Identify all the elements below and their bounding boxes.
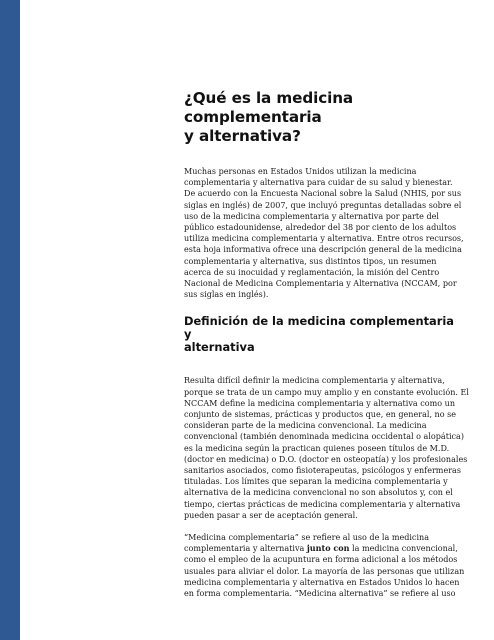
text-line: alternativa de la medicina convencional no son absolutos y, con el [184, 488, 453, 498]
text-line: usuales para aliviar el dolor. La mayoría de las personas que utilizan [184, 566, 465, 576]
page-title-line: y alternativa? [184, 127, 301, 145]
intro-paragraph [184, 166, 464, 300]
text-line: consideran parte de la medicina convencional. La medicina [184, 421, 427, 431]
text-line: tituladas. Los límites que separan la medicina complementaria y [184, 477, 448, 487]
text-line: (doctor en medicina) o D.O. (doctor en osteopatía) y los profesionales [184, 454, 468, 464]
text-line: en forma complementaria. “Medicina alternativa” se refiere al uso [184, 589, 456, 599]
text-line: tiempo, ciertas prácticas de medicina complementaria y alternativa [184, 499, 461, 509]
spacer [184, 300, 460, 315]
page-title-line: ¿Qué es la medicina complementaria [184, 89, 354, 126]
text-line: NCCAM define la medicina complementaria y alternativa como un [184, 398, 456, 408]
text-line: Muchas personas en Estados Unidos utilizan la medicina [184, 167, 417, 176]
page-title [184, 89, 460, 146]
text-line: complementaria y alternativa para cuidar de su salud y bienestar. [184, 178, 453, 188]
text-line: utiliza medicina complementaria y alternativa. Entre otros recursos, [184, 234, 464, 244]
text-run: la medicina convencional, [349, 544, 458, 554]
text-line: Resulta difícil definir la medicina complementaria y alternativa, [184, 376, 445, 386]
text-line: medicina complementaria y alternativa en Estados Unidos lo hacen [184, 577, 460, 587]
text-line: Nacional de Medicina Complementaria y Alternativa (NCCAM, por [184, 279, 457, 289]
text-line: De acuerdo con la Encuesta Nacional sobre la Salud (NHIS, por sus [184, 189, 462, 199]
text-line: uso de la medicina complementaria y alternativa por parte del [184, 211, 439, 221]
section-heading-line: Definición de la medicina complementaria y [184, 314, 454, 342]
text-line: es la medicina según la practican quienes poseen títulos de M.D. [184, 443, 450, 453]
text-line: convencional (también denominada medicina occidental o alopática) [184, 432, 464, 442]
text-line [184, 543, 460, 554]
text-line: sus siglas en inglés). [184, 290, 269, 300]
section-heading [184, 315, 460, 354]
text-line: acerca de su inocuidad y reglamentación, la misión del Centro [184, 267, 440, 277]
definition-paragraph [184, 375, 469, 521]
text-line: porque se trata de un campo muy amplio y en constante evolución. El [184, 387, 469, 397]
section-heading-line: alternativa [184, 340, 255, 355]
complementary-medicine-paragraph [184, 532, 465, 599]
text-line: conjunto de sistemas, prácticas y productos que, en general, no se [184, 410, 457, 420]
spacer [184, 521, 460, 532]
document-content [184, 89, 469, 599]
text-line: pueden pasar a ser de aceptación general. [184, 510, 358, 520]
text-line: siglas en inglés) de 2007, que incluyó preguntas detalladas sobre el [184, 200, 462, 210]
text-line: sanitarios asociados, como fisioterapeutas, psicólogos y enfermeras [184, 466, 461, 476]
text-line: “Medicina complementaria” se refiere al uso de la medicina [184, 533, 429, 543]
text-line: esta hoja informativa ofrece una descripción general de la medicina [184, 245, 462, 255]
text-line: público estadounidense, alrededor del 38 por ciento de los adultos [184, 223, 457, 233]
text-run: complementaria y alternativa [184, 544, 307, 554]
text-line: como el empleo de la acupuntura en forma adicional a los métodos [184, 555, 458, 565]
text-line: complementaria y alternativa, sus distintos tipos, un resumen [184, 256, 437, 266]
emphasis-text: junto con [306, 543, 350, 554]
left-color-band [0, 0, 20, 640]
